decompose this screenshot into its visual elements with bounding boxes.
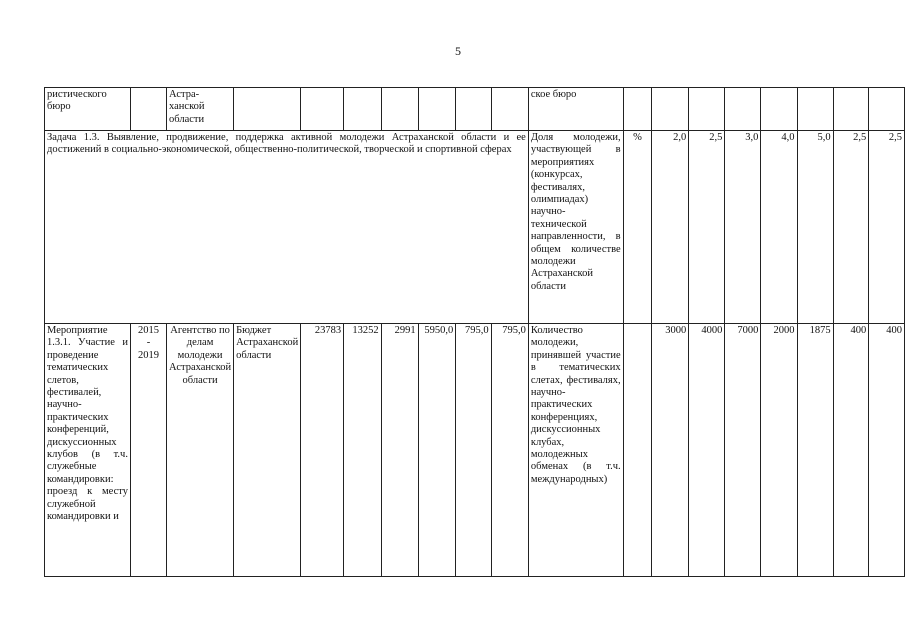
executor-tail: Астра-ханской области bbox=[167, 88, 234, 131]
event-executor: Агентство по делам молодежи Астраханской области bbox=[167, 324, 234, 577]
indicator-tail: ское бюро bbox=[528, 88, 623, 131]
years-end: 2019 bbox=[137, 349, 159, 361]
cell-empty bbox=[456, 88, 491, 131]
cell-empty bbox=[130, 88, 166, 131]
cell-empty bbox=[652, 88, 689, 131]
finance-value: 2991 bbox=[381, 324, 418, 577]
event-value: 2000 bbox=[761, 324, 797, 577]
event-years bbox=[130, 324, 166, 577]
cell-empty bbox=[869, 88, 905, 131]
task-value: 2,5 bbox=[869, 131, 905, 324]
finance-value: 795,0 bbox=[456, 324, 491, 577]
cell-empty bbox=[381, 88, 418, 131]
event-name: Мероприятие 1.3.1. Участие и проведение тематических слетов, фестивалей, научно-практических конференций, дискуссионных клубов (в т.ч. служебные командировки: проезд к месту служебной командировки и bbox=[45, 324, 131, 577]
finance-value: 5950,0 bbox=[418, 324, 456, 577]
event-row bbox=[45, 324, 905, 577]
cell-empty bbox=[623, 88, 652, 131]
event-value: 400 bbox=[869, 324, 905, 577]
event-value: 1875 bbox=[797, 324, 833, 577]
task-value: 5,0 bbox=[797, 131, 833, 324]
program-table bbox=[44, 87, 905, 577]
task-text: Задача 1.3. Выявление, продвижение, поддержка активной молодежи Астраханской области и ее достижений в социально-экономической, общественно-политической, творческой и спортивной сферах bbox=[45, 131, 529, 324]
continuation-row bbox=[45, 88, 905, 131]
finance-value: 795,0 bbox=[491, 324, 528, 577]
years-start: 2015 bbox=[137, 325, 159, 336]
finance-value: 13252 bbox=[344, 324, 381, 577]
task-value: 2,5 bbox=[833, 131, 869, 324]
event-name-tail: ристического бюро bbox=[45, 88, 131, 131]
event-source: Бюджет Астраханской области bbox=[234, 324, 301, 577]
event-unit bbox=[623, 324, 652, 577]
task-row bbox=[45, 131, 905, 324]
task-value: 2,5 bbox=[689, 131, 725, 324]
event-value: 4000 bbox=[689, 324, 725, 577]
cell-empty bbox=[725, 88, 761, 131]
task-indicator: Доля молодежи, участвующей в мероприятиях (конкурсах, фестивалях, олимпиадах) научно-технической направленности, в общем количестве молодежи Астраханской области bbox=[528, 131, 623, 324]
cell-empty bbox=[301, 88, 344, 131]
cell-empty bbox=[833, 88, 869, 131]
cell-empty bbox=[234, 88, 301, 131]
task-value: 2,0 bbox=[652, 131, 689, 324]
cell-empty bbox=[689, 88, 725, 131]
cell-empty bbox=[761, 88, 797, 131]
finance-value: 23783 bbox=[301, 324, 344, 577]
event-value: 7000 bbox=[725, 324, 761, 577]
task-unit: % bbox=[623, 131, 652, 324]
task-value: 4,0 bbox=[761, 131, 797, 324]
cell-empty bbox=[491, 88, 528, 131]
years-dash: - bbox=[146, 337, 151, 349]
event-value: 3000 bbox=[652, 324, 689, 577]
task-value: 3,0 bbox=[725, 131, 761, 324]
cell-empty bbox=[418, 88, 456, 131]
event-value: 400 bbox=[833, 324, 869, 577]
page-number: 5 bbox=[455, 44, 461, 58]
event-indicator: Количество молодежи, принявшей участие в тематических слетах, фестивалях, научно-практических конференциях, дискуссионных клубах, молодежных обменах (в т.ч. международных) bbox=[528, 324, 623, 577]
cell-empty bbox=[797, 88, 833, 131]
cell-empty bbox=[344, 88, 381, 131]
